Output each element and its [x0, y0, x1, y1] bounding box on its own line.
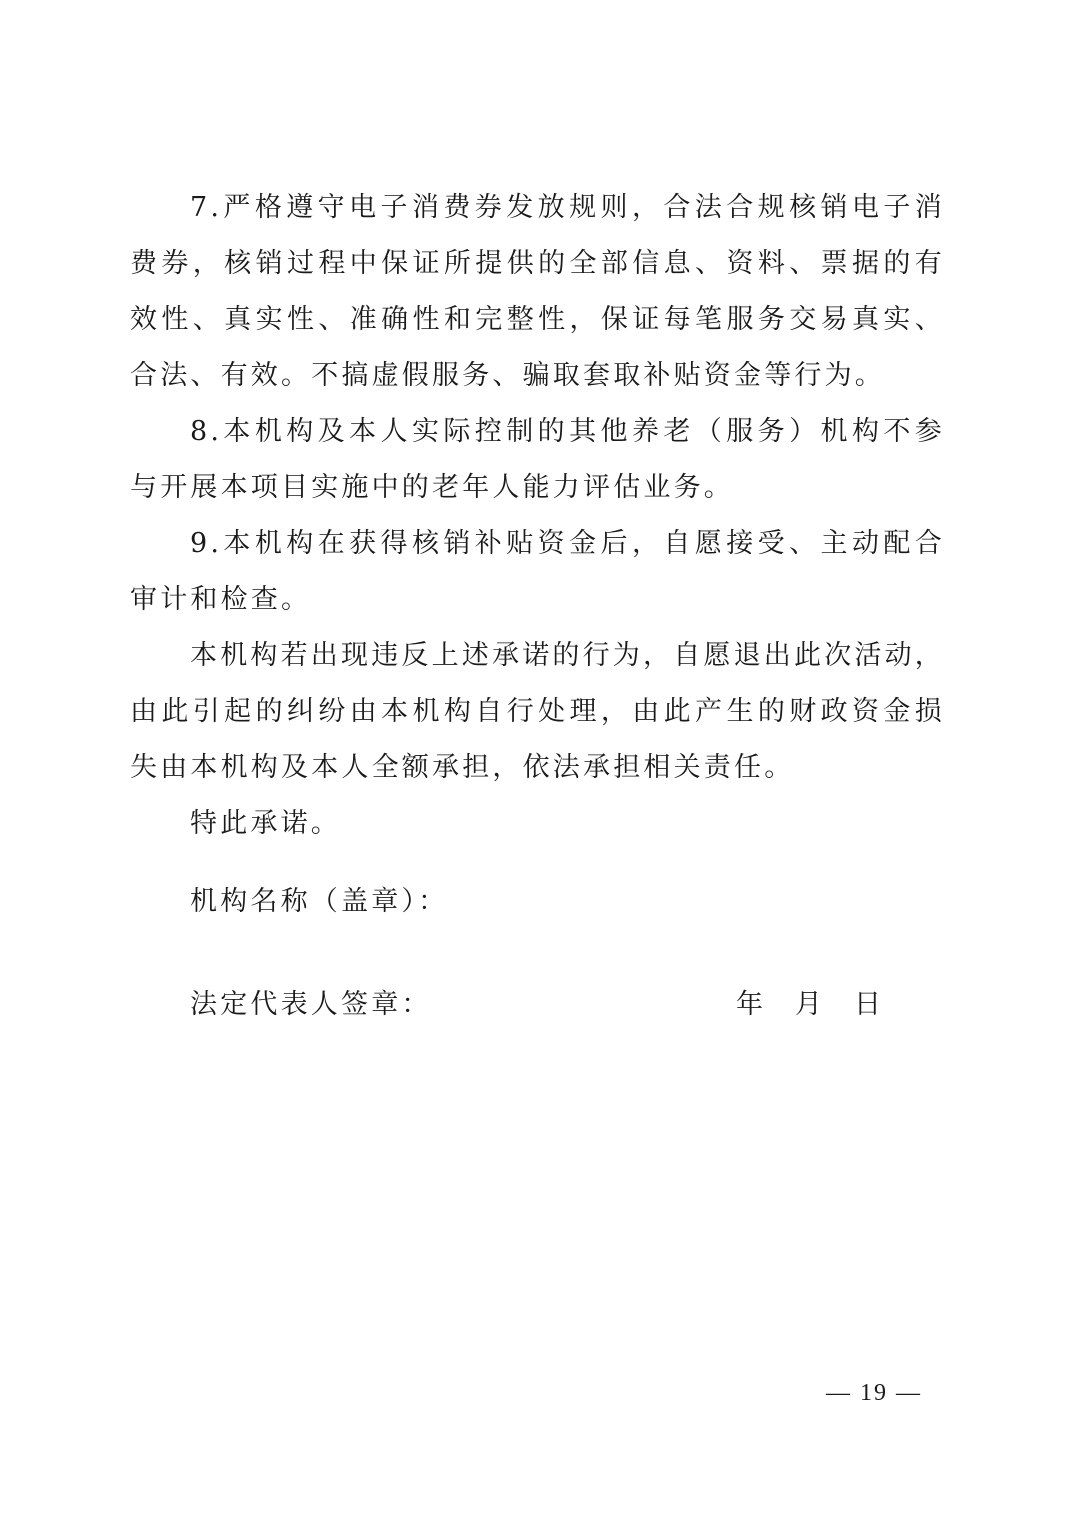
commitment-body: [130, 180, 945, 852]
violation-statement: 本机构若出现违反上述承诺的行为，自愿退出此次活动，由此引起的纠纷由本机构自行处理，由此产生的财政资金损失由本机构及本人全额承担，依法承担相关责任。: [130, 640, 945, 783]
closing-statement: 特此承诺。: [190, 808, 341, 839]
clause-8: 8.本机构及本人实际控制的其他养老（服务）机构不参与开展本项目实施中的老年人能力评估业务。: [130, 416, 945, 503]
legal-rep-signature-label: 法定代表人签章：: [190, 989, 432, 1020]
date-year-label: 年: [736, 989, 763, 1020]
date-month-label: 月: [795, 989, 822, 1020]
clause-9: 9.本机构在获得核销补贴资金后，自愿接受、主动配合审计和检查。: [130, 528, 945, 615]
clause-7: 7.严格遵守电子消费券发放规则，合法合规核销电子消费券，核销过程中保证所提供的全部信息、资料、票据的有效性、真实性、准确性和完整性，保证每笔服务交易真实、合法、有效。不搞虚假服务、骗取套取补贴资金等行为。: [130, 192, 945, 391]
page-number: — 19 —: [826, 1380, 922, 1406]
date-day-label: 日: [854, 989, 881, 1020]
org-name-seal-label: 机构名称（盖章）：: [190, 886, 449, 917]
date-field: [736, 985, 881, 1025]
